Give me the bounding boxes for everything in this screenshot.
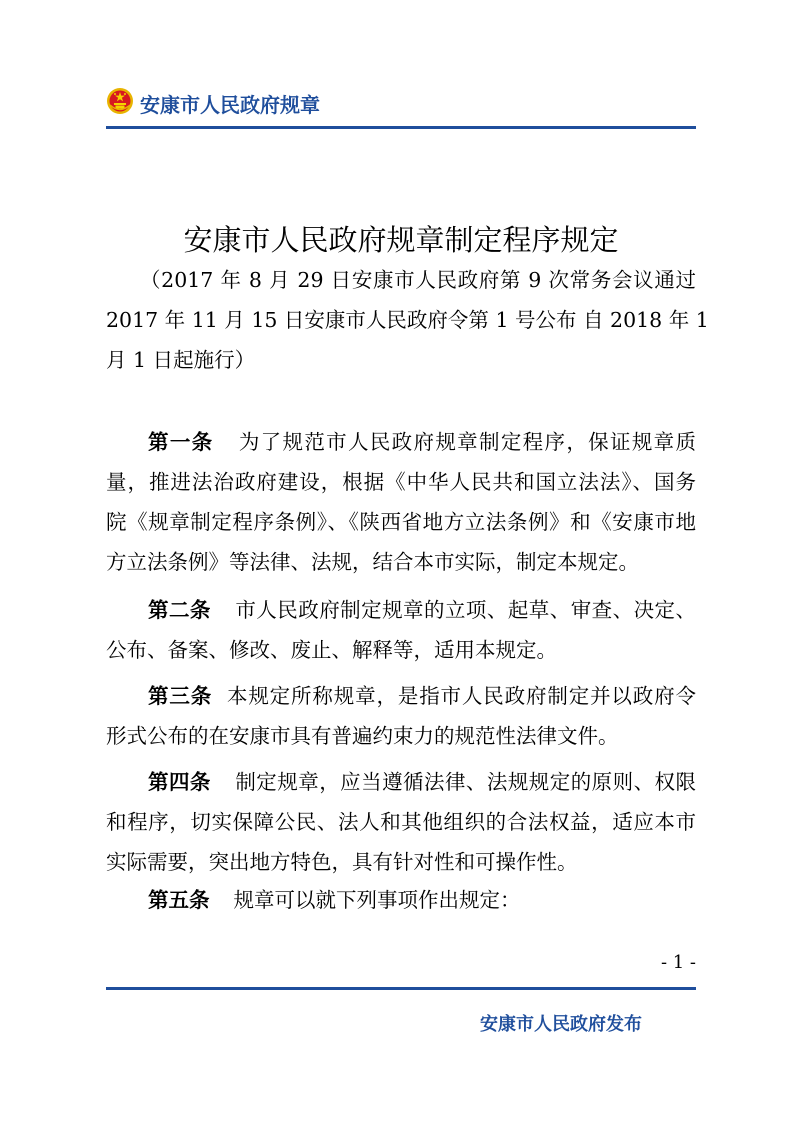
article-text: 和程序，切实保障公民、法人和其他组织的合法权益，适应本市 — [106, 810, 696, 834]
article-first-line — [106, 880, 696, 920]
meta-line: （2017 年 8 月 29 日安康市人民政府第 9 次常务会议通过 — [140, 268, 696, 292]
article-label: 第四条 — [148, 770, 211, 794]
article-text: 形式公布的在安康市具有普遍约束力的规范性法律文件。 — [106, 724, 619, 748]
article-label: 第一条 — [148, 430, 214, 454]
article-4 — [106, 762, 696, 882]
article-text: 实际需要，突出地方特色，具有针对性和可操作性。 — [106, 850, 578, 874]
article-first-line — [106, 590, 696, 630]
page-number: - 1 - — [660, 952, 696, 973]
footer-publisher: 安康市人民政府发布 — [480, 1014, 642, 1035]
national-emblem-icon — [106, 87, 134, 115]
meta-line: 月 1 日起施行） — [106, 348, 256, 372]
article-label: 第五条 — [148, 888, 210, 912]
article-text: 市人民政府制定规章的立项、起草、审查、决定、 — [234, 598, 697, 622]
article-label: 第二条 — [148, 598, 211, 622]
article-5 — [106, 880, 696, 920]
article-1 — [106, 422, 696, 582]
article-first-line — [106, 676, 696, 716]
article-text: 规章可以就下列事项作出规定： — [233, 888, 521, 912]
document-meta — [106, 260, 709, 380]
article-first-line — [106, 422, 696, 462]
article-label: 第三条 — [148, 684, 213, 708]
meta-line: 2017 年 11 月 15 日安康市人民政府令第 1 号公布 自 2018 年 1 — [106, 308, 709, 332]
article-2 — [106, 590, 696, 670]
footer-divider — [106, 987, 696, 990]
article-text: 制定规章，应当遵循法律、法规规定的原则、权限 — [234, 770, 697, 794]
article-3 — [106, 676, 696, 756]
article-first-line — [106, 762, 696, 802]
article-text: 为了规范市人民政府规章制定程序，保证规章质 — [237, 430, 696, 454]
article-text: 方立法条例》等法律、法规，结合本市实际，制定本规定。 — [106, 550, 639, 574]
article-text: 量，推进法治政府建设，根据《中华人民共和国立法法》、国务 — [106, 470, 696, 494]
article-text: 本规定所称规章，是指市人民政府制定并以政府令 — [226, 684, 697, 708]
document-title: 安康市人民政府规章制定程序规定 — [183, 223, 619, 257]
header-divider — [106, 126, 696, 129]
article-text: 院《规章制定程序条例》、《陕西省地方立法条例》和《安康市地 — [106, 510, 696, 534]
page-header — [106, 86, 696, 120]
article-text: 公布、备案、修改、废止、解释等，适用本规定。 — [106, 638, 557, 662]
header-title: 安康市人民政府规章 — [140, 93, 320, 117]
